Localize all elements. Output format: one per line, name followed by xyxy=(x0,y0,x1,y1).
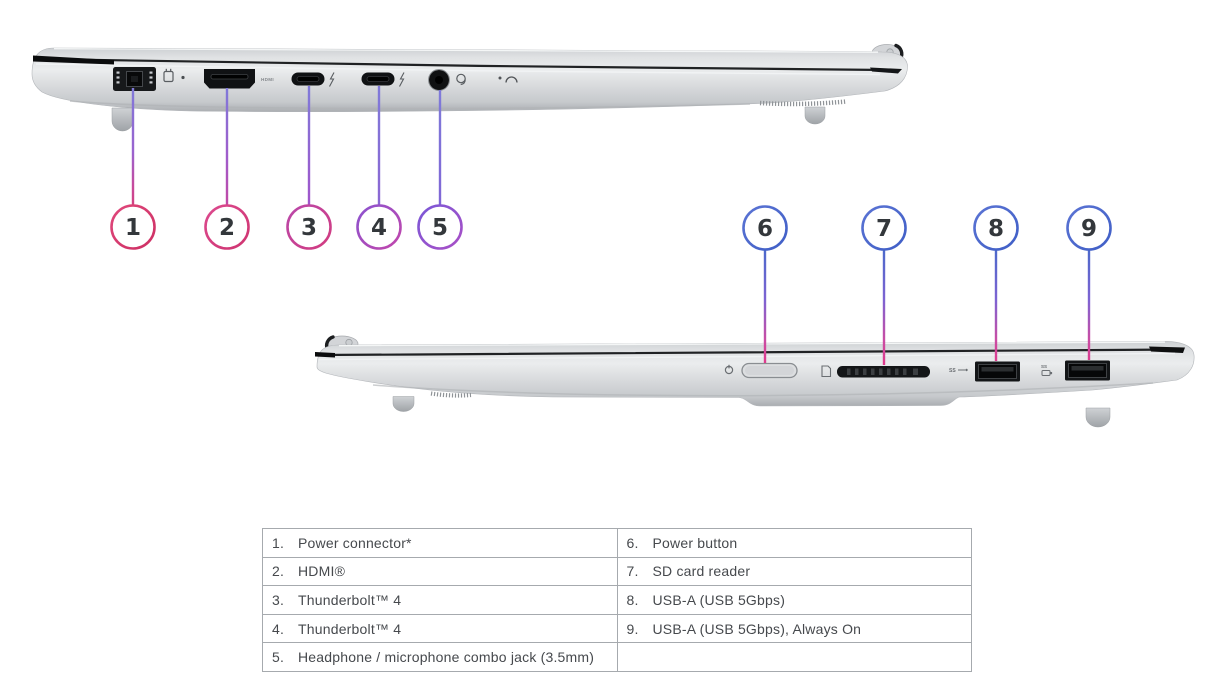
legend-number: 2. xyxy=(272,563,285,580)
callout-number: 5 xyxy=(431,215,449,241)
legend-label: Headphone / microphone combo jack (3.5mm) xyxy=(298,649,595,666)
legend-number: 9. xyxy=(626,620,639,637)
table-row xyxy=(263,586,972,615)
callout-circle-3 xyxy=(288,206,331,249)
table-row xyxy=(263,529,972,558)
callout-number: 2 xyxy=(218,215,236,241)
legend-label: USB-A (USB 5Gbps), Always On xyxy=(652,620,862,637)
callout-number: 3 xyxy=(300,215,318,241)
callout-circle-8 xyxy=(975,207,1018,250)
legend-number: 5. xyxy=(272,649,285,666)
legend-number: 3. xyxy=(272,591,285,608)
legend-number: 1. xyxy=(272,534,285,551)
table-row xyxy=(263,614,972,643)
legend-number: 6. xyxy=(626,534,639,551)
callout-circle-9 xyxy=(1068,207,1111,250)
callout-circle-7 xyxy=(863,207,906,250)
legend-cell xyxy=(617,643,972,672)
legend-number: 8. xyxy=(626,591,639,608)
legend-cell xyxy=(263,614,618,643)
legend-number: 4. xyxy=(272,620,285,637)
svg-text:SS: SS xyxy=(949,368,956,374)
legend-label: Power connector* xyxy=(298,534,412,551)
legend-cell xyxy=(263,557,618,586)
legend-label: USB-A (USB 5Gbps) xyxy=(652,591,786,608)
legend-cell xyxy=(263,529,618,558)
legend-label: Power button xyxy=(652,534,738,551)
table-row xyxy=(263,557,972,586)
table-row xyxy=(263,643,972,672)
callout-number: 1 xyxy=(124,215,142,241)
callout-number: 7 xyxy=(875,216,893,242)
hdmi-port-label: HDMI xyxy=(261,77,274,82)
legend-cell xyxy=(617,586,972,615)
legend-label: Thunderbolt™ 4 xyxy=(298,591,402,608)
callout-circle-2 xyxy=(206,206,249,249)
callout-number: 6 xyxy=(756,216,774,242)
callout-circle-5 xyxy=(419,206,462,249)
callout-number: 4 xyxy=(370,215,388,241)
legend-cell xyxy=(263,643,618,672)
legend-number: 7. xyxy=(626,563,639,580)
callout-circle-1 xyxy=(112,206,155,249)
legend-cell xyxy=(617,557,972,586)
legend-label: SD card reader xyxy=(652,563,751,580)
callout-number: 8 xyxy=(987,216,1005,242)
callout-circle-6 xyxy=(744,207,787,250)
callout-number: 9 xyxy=(1080,216,1098,242)
legend-cell xyxy=(617,614,972,643)
legend-cell xyxy=(263,586,618,615)
legend-label: Thunderbolt™ 4 xyxy=(298,620,402,637)
callout-circle-4 xyxy=(358,206,401,249)
legend-label: HDMI® xyxy=(298,563,346,580)
legend-cell xyxy=(617,529,972,558)
port-legend-table xyxy=(262,528,972,672)
svg-text:SS: SS xyxy=(1041,364,1048,369)
